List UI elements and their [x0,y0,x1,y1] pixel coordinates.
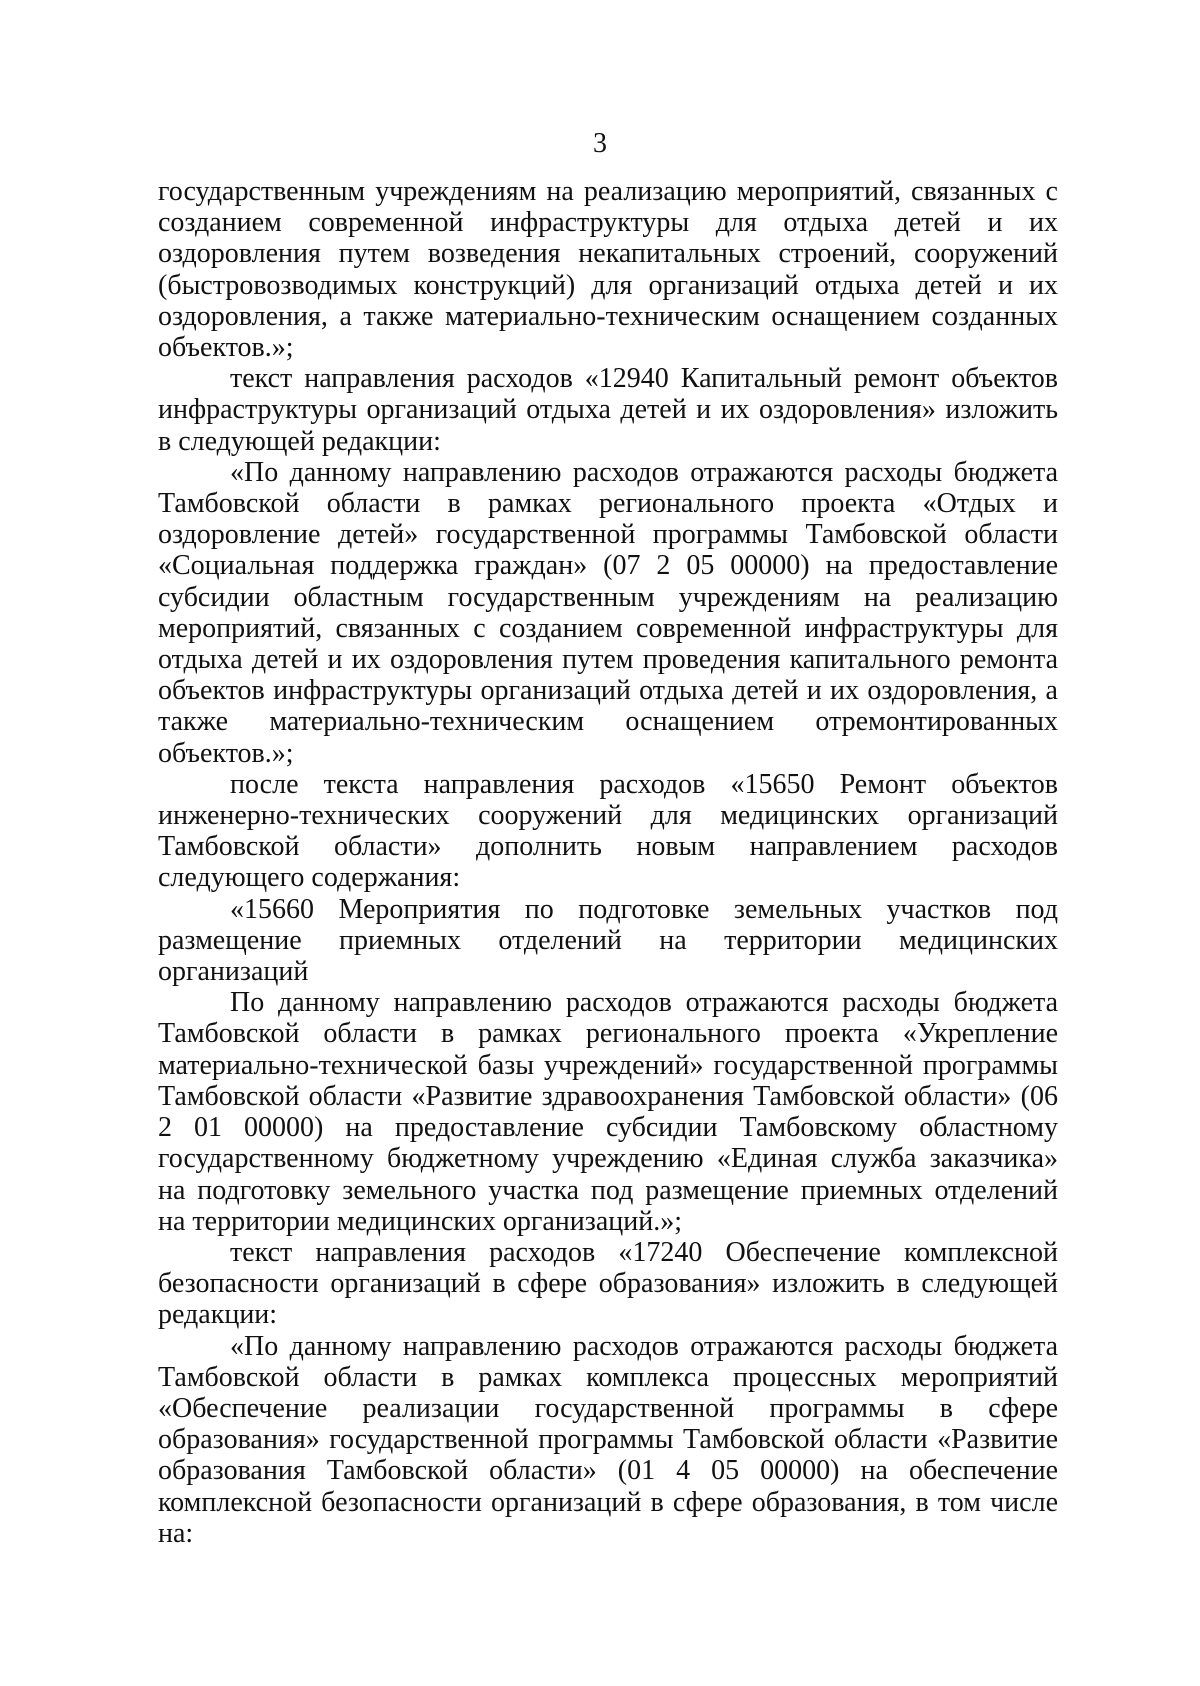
paragraph-15660-title: «15660 Мероприятия по подготовке земельных участков под размещение приемных отделений на территории медицинских организаций [158,893,1058,988]
paragraph-12940-text: «По данному направлению расходов отражаются расходы бюджета Тамбовской области в рамках регионального проекта «Отдых и оздоровление детей» государственной программы Тамбовской области «Социальная поддержка граждан» (07 2 05 00000) на предоставление субсидии областным государственным учреждениям на реализацию мероприятий, связанных с созданием современной инфраструктуры для отдыха детей и их оздоровления путем проведения капитального ремонта объектов инфраструктуры организаций отдыха детей и их оздоровления, а также материально-техническим оснащением отремонтированных объектов.»; [158,456,1058,769]
page-number: 3 [593,128,607,159]
document-body [158,176,1058,1549]
paragraph-15660-text: По данному направлению расходов отражаются расходы бюджета Тамбовской области в рамках регионального проекта «Укрепление материально-технической базы учреждений» государственной программы Тамбовской области «Развитие здравоохранения Тамбовской области» (06 2 01 00000) на предоставление субсидии Тамбовскому областному государственному бюджетному учреждению «Единая служба заказчика» на подготовку земельного участка под размещение приемных отделений на территории медицинских организаций.»; [158,987,1058,1237]
paragraph-amendment-15650: после текста направления расходов «15650 Ремонт объектов инженерно-технических сооружений для медицинских организаций Тамбовской области» дополнить новым направлением расходов следующего содержания: [158,768,1058,894]
paragraph-continuation: государственным учреждениям на реализацию мероприятий, связанных с созданием современной инфраструктуры для отдыха детей и их оздоровления путем возведения некапитальных строений, сооружений (быстровозводимых конструкций) для организаций отдыха детей и их оздоровления, а также материально-техническим оснащением созданных объектов.»; [158,176,1058,364]
paragraph-amendment-17240: текст направления расходов «17240 Обеспечение комплексной безопасности организаций в сфере образования» изложить в следующей редакции: [158,1236,1058,1331]
paragraph-17240-text: «По данному направлению расходов отражаются расходы бюджета Тамбовской области в рамках комплекса процессных мероприятий «Обеспечение реализации государственной программы в сфере образования» государственной программы Тамбовской области «Развитие образования Тамбовской области» (01 4 05 00000) на обеспечение комплексной безопасности организаций в сфере образования, в том числе на: [158,1330,1058,1549]
paragraph-amendment-12940: текст направления расходов «12940 Капитальный ремонт объектов инфраструктуры организаций отдыха детей и их оздоровления» изложить в следующей редакции: [158,363,1058,457]
